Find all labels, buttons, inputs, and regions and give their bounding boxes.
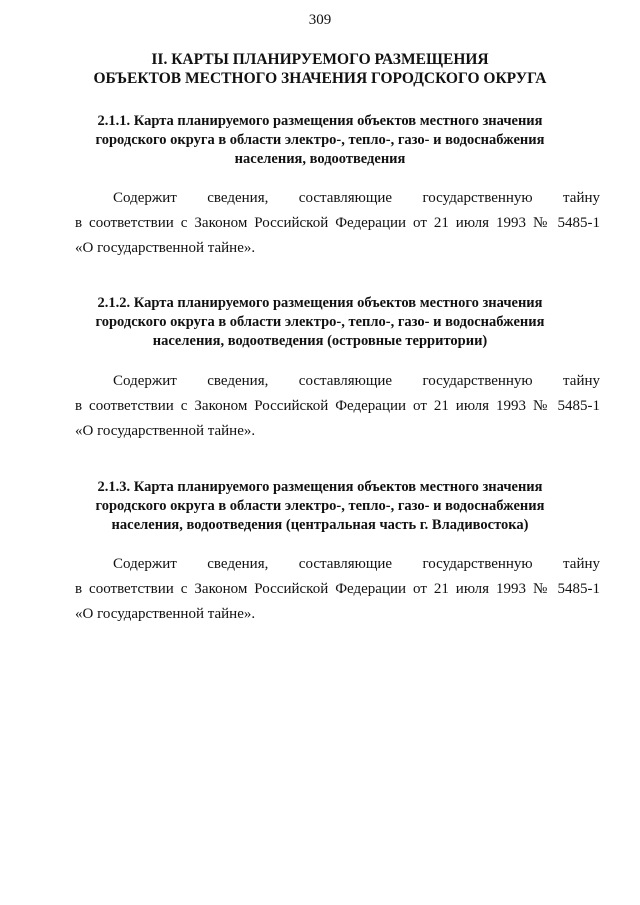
chapter-title xyxy=(40,50,600,88)
heading-line: населения, водоотведения xyxy=(234,151,406,167)
section-body-2-1-2 xyxy=(75,369,600,444)
heading-line: городского округа в области электро-, тепло-, газо- и водоснабжения xyxy=(95,314,545,330)
heading-line: 2.1.1. Карта планируемого размещения объектов местного значения xyxy=(97,113,543,129)
heading-line: городского округа в области электро-, тепло-, газо- и водоснабжения xyxy=(95,498,545,514)
heading-line: населения, водоотведения (островные территории) xyxy=(152,333,488,349)
heading-line: городского округа в области электро-, тепло-, газо- и водоснабжения xyxy=(95,132,545,148)
section-body-2-1-3 xyxy=(75,552,600,627)
body-line: в соответствии с Законом Российской Федерации от 21 июля 1993 № 5485-1 xyxy=(75,581,600,597)
body-line: Содержит сведения, составляющие государственную тайну xyxy=(113,556,600,572)
body-line: Содержит сведения, составляющие государственную тайну xyxy=(113,190,600,206)
heading-line: 2.1.3. Карта планируемого размещения объектов местного значения xyxy=(97,479,543,495)
heading-line: 2.1.2. Карта планируемого размещения объектов местного значения xyxy=(97,295,543,311)
section-heading-2-1-3 xyxy=(60,478,580,535)
body-line: Содержит сведения, составляющие государственную тайну xyxy=(113,373,600,389)
body-line: «О государственной тайне». xyxy=(75,240,256,256)
body-line: «О государственной тайне». xyxy=(75,606,256,622)
page-number: 309 xyxy=(308,12,332,28)
heading-line: населения, водоотведения (центральная часть г. Владивостока) xyxy=(111,517,529,533)
section-heading-2-1-2 xyxy=(60,294,580,351)
body-line: в соответствии с Законом Российской Федерации от 21 июля 1993 № 5485-1 xyxy=(75,398,600,414)
section-body-2-1-1 xyxy=(75,186,600,261)
section-heading-2-1-1 xyxy=(60,112,580,169)
body-line: «О государственной тайне». xyxy=(75,423,256,439)
body-line: в соответствии с Законом Российской Федерации от 21 июля 1993 № 5485-1 xyxy=(75,215,600,231)
chapter-title-line: ОБЪЕКТОВ МЕСТНОГО ЗНАЧЕНИЯ ГОРОДСКОГО ОКРУГА xyxy=(93,70,547,87)
chapter-title-line: II. КАРТЫ ПЛАНИРУЕМОГО РАЗМЕЩЕНИЯ xyxy=(151,51,489,68)
